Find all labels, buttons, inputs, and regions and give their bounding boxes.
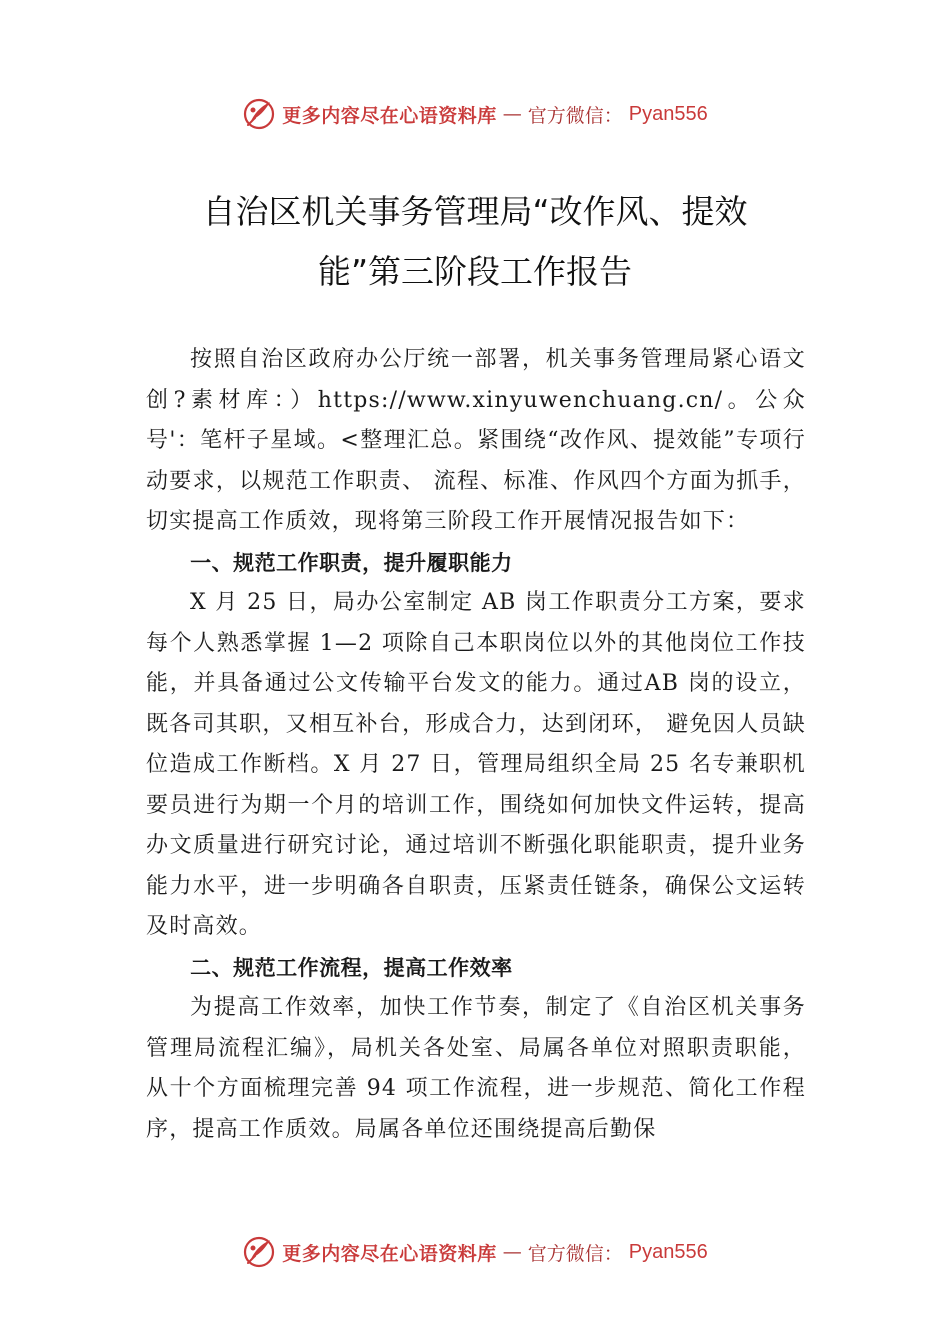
watermark-wechat-id: Pyan556 [628, 102, 708, 125]
quill-logo-icon [242, 97, 276, 131]
watermark-brand: 更多内容尽在心语资料库 [282, 1242, 497, 1265]
watermark-banner-bottom [0, 1232, 950, 1272]
document-title [100, 182, 850, 302]
section-1-paragraph: X 月 25 日，局办公室制定 AB 岗工作职责分工方案，要求每个人熟悉掌握 1—2 项除自己本职岗位以外的其他岗位工作技能，并具备通过公文传输平台发文的能力。通过AB 岗的设立，既各司其职，又相互补台，形成合力，达到闭环， 避免因人员缺位造成工作断档。X 月 27 日，管理局组织全局 25 名专兼职机要员进行为期一个月的培训工作，围绕如何加快文件运转，提高办文质量进行研究讨论，通过培训不断强化职能职责，提升业务能力水平，进一步明确各自职责，压紧责任链条，确保公文运转及时高效。 [146, 590, 806, 939]
intro-paragraph: 按照自治区政府办公厅统一部署，机关事务管理局紧心语文创?素材库：）https://www.xinyuwenchuang.cn/。公众号'：笔杆子星域。<整理汇总。紧围绕“改作风、提效能”专项行动要求，以规范工作职责、 流程、标准、作风四个方面为抓手，切实提高工作质效，现将第三阶段工作开展情况报告如下： [146, 347, 806, 534]
watermark-separator: — [502, 1241, 522, 1263]
title-line-1: 自治区机关事务管理局“改作风、提效 [202, 192, 748, 231]
watermark-brand: 更多内容尽在心语资料库 [282, 104, 497, 127]
document-body [146, 340, 806, 1150]
title-line-2: 能”第三阶段工作报告 [317, 252, 633, 291]
watermark-banner-top [0, 94, 950, 134]
watermark-wechat-label: 官方微信： [527, 1242, 623, 1265]
section-2-heading: 二、规范工作流程，提高工作效率 [190, 955, 513, 980]
section-1-heading: 一、规范工作职责，提升履职能力 [190, 550, 513, 575]
watermark-separator: — [502, 103, 522, 125]
watermark-wechat-label: 官方微信： [527, 104, 623, 127]
section-2-paragraph: 为提高工作效率，加快工作节奏，制定了《自治区机关事务管理局流程汇编》，局机关各处室、局属各单位对照职责职能，从十个方面梳理完善 94 项工作流程，进一步规范、简化工作程序，提高工作质效。局属各单位还围绕提高后勤保 [146, 995, 806, 1142]
quill-logo-icon [242, 1235, 276, 1269]
watermark-wechat-id: Pyan556 [628, 1240, 708, 1263]
